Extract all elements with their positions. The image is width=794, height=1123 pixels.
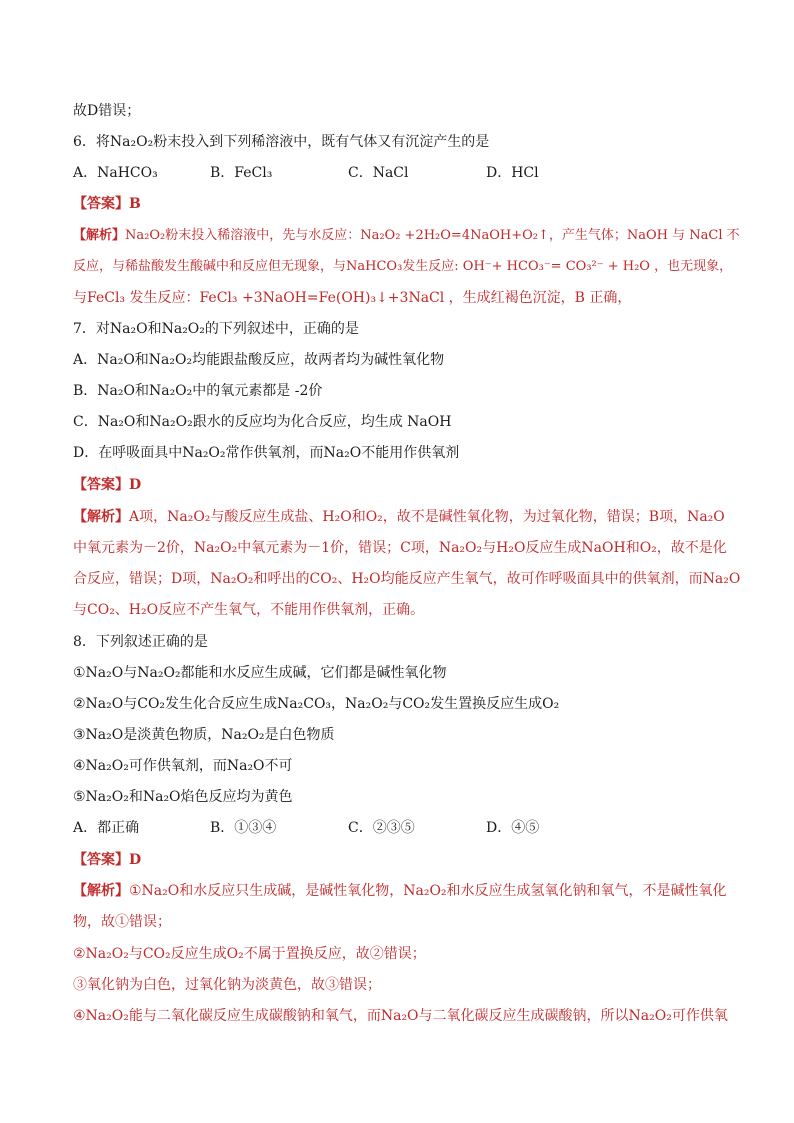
- q8-analysis-line-5: ④Na₂O₂能与二氧化碳反应生成碳酸钠和氧气，而Na₂O与二氧化碳反应生成碳酸钠，所以Na₂O₂可作供氧: [73, 1008, 728, 1024]
- q6-stem: 6．将Na₂O₂粉末投入到下列稀溶液中，既有气体又有沉淀产生的是: [73, 134, 490, 150]
- q8-statement-2: ②Na₂O与CO₂发生化合反应生成Na₂CO₃，Na₂O₂与CO₂发生置换反应生成O₂: [73, 696, 560, 712]
- q8-option-a: A．都正确: [73, 820, 140, 836]
- q8-statement-4: ④Na₂O₂可作供氧剂，而Na₂O不可: [73, 758, 293, 774]
- q7-answer: 【答案】D: [73, 477, 142, 493]
- q8-option-c: C．②③⑤: [348, 820, 415, 836]
- q8-analysis-line-1: [73, 881, 733, 901]
- q8-analysis-line-2: 物，故①错误；: [73, 914, 171, 930]
- q8-statement-1: ①Na₂O与Na₂O₂都能和水反应生成碱，它们都是碱性氧化物: [73, 665, 447, 681]
- q8-analysis-text: ①Na₂O和水反应只生成碱，是碱性氧化物，Na₂O₂和水反应生成氢氧化钠和氧气，不是碱性氧化: [129, 883, 727, 899]
- q8-analysis-line-4: ③氧化钠为白色，过氧化钠为淡黄色，故③错误；: [73, 977, 381, 993]
- q8-statement-5: ⑤Na₂O₂和Na₂O焰色反应均为黄色: [73, 789, 293, 805]
- q6-answer: 【答案】B: [73, 196, 141, 212]
- q6-option-a: A．NaHCO₃: [73, 165, 158, 181]
- q6-option-d: D．HCl: [486, 165, 539, 181]
- q7-analysis-line-2: 中氧元素为－2价，Na₂O₂中氧元素为－1价，错误；C项，Na₂O₂与H₂O反应生成NaOH和O₂，故不是化: [73, 540, 727, 556]
- q8-stem: 8．下列叙述正确的是: [73, 634, 208, 650]
- q6-analysis-tag: 【解析】: [73, 228, 126, 243]
- q7-analysis-text: A项，Na₂O₂与酸反应生成盐、H₂O和O₂，故不是碱性氧化物，为过氧化物，错误；B项，Na₂O: [129, 509, 725, 525]
- q7-option-c: C．Na₂O和Na₂O₂跟水的反应均为化合反应，均生成 NaOH: [73, 414, 452, 430]
- q6-option-c: C．NaCl: [348, 165, 409, 181]
- q7-analysis-tag: 【解析】: [73, 509, 129, 525]
- q7-analysis-line-1: [73, 507, 733, 527]
- q6-analysis-line-3: 与FeCl₃ 发生反应：FeCl₃ +3NaOH=Fe(OH)₃↓+3NaCl ，生成红褐色沉淀，B 正确，: [73, 290, 632, 306]
- q7-stem: 7．对Na₂O和Na₂O₂的下列叙述中，正确的是: [73, 321, 359, 337]
- q7-option-b: B．Na₂O和Na₂O₂中的氧元素都是 -2价: [73, 383, 323, 399]
- q6-analysis-text: Na₂O₂粉末投入稀溶液中，先与水反应：Na₂O₂ +2H₂O=4NaOH+O₂↑，产生气体；NaOH 与 NaCl 不: [125, 228, 740, 243]
- q6-option-b: B．FeCl₃: [210, 165, 273, 181]
- q7-analysis-line-4: 与CO₂、H₂O反应不产生氧气，不能用作供氧剂，正确。: [73, 602, 425, 618]
- q7-option-d: D．在呼吸面具中Na₂O₂常作供氧剂，而Na₂O不能用作供氧剂: [73, 445, 460, 461]
- q5-conclusion: 故D错误；: [73, 103, 141, 119]
- q8-option-d: D．④⑤: [486, 820, 540, 836]
- q8-statement-3: ③Na₂O是淡黄色物质，Na₂O₂是白色物质: [73, 727, 335, 743]
- q8-analysis-tag: 【解析】: [73, 883, 129, 899]
- q6-analysis-line-1: [73, 226, 740, 246]
- q8-analysis-line-3: ②Na₂O₂与CO₂反应生成O₂不属于置换反应，故②错误；: [73, 946, 426, 962]
- q7-option-a: A．Na₂O和Na₂O₂均能跟盐酸反应，故两者均为碱性氧化物: [73, 352, 445, 368]
- q8-answer: 【答案】D: [73, 852, 142, 868]
- q6-analysis-line-2: 反应，与稀盐酸发生酸碱中和反应但无现象，与NaHCO₃发生反应: OH⁻+ HCO₃⁻= CO₃²⁻ + H₂O ，也无现象，: [73, 259, 733, 274]
- q7-analysis-line-3: 合反应，错误；D项，Na₂O₂和呼出的CO₂、H₂O均能反应产生氧气，故可作呼吸面具中的供氧剂，而Na₂O: [73, 571, 741, 587]
- q8-option-b: B．①③④: [210, 820, 277, 836]
